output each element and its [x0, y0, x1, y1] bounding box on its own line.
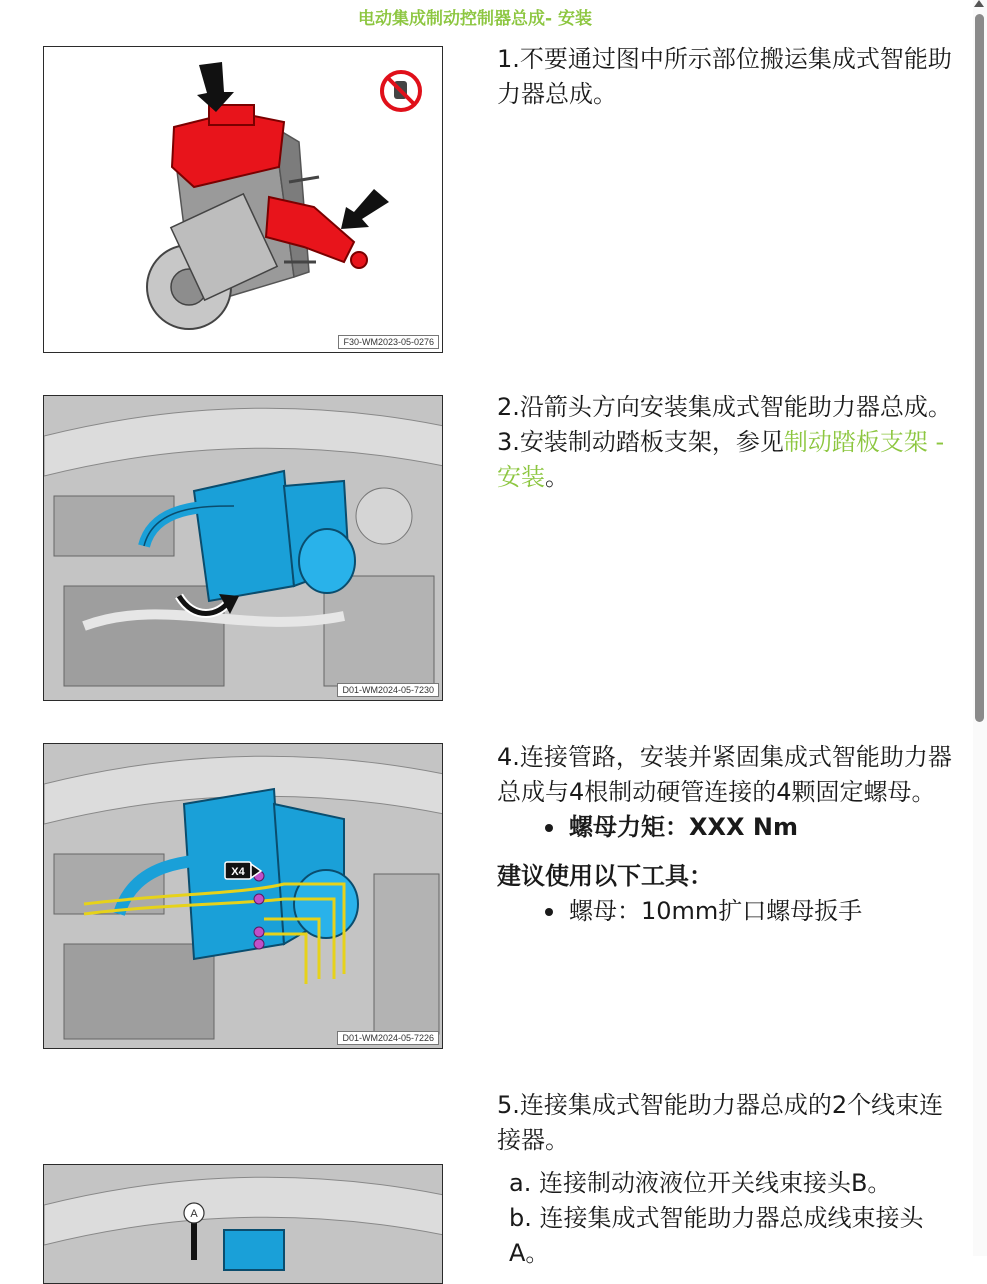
step-3-prefix: 3.安装制动踏板支架，参见 — [497, 428, 784, 456]
step-3-suffix: 。 — [545, 463, 569, 491]
tool-item: 螺母：10mm扩口螺母扳手 — [569, 897, 863, 925]
step-2-text: 2.沿箭头方向安装集成式智能助力器总成。 — [497, 393, 952, 421]
torque-spec: 螺母力矩：XXX Nm — [569, 813, 798, 841]
step-4 — [497, 740, 959, 929]
x4-label: X4 — [231, 866, 245, 878]
figure-brake-lines — [43, 743, 443, 1049]
torque-bullet — [545, 810, 959, 845]
figure-connectors — [43, 1164, 443, 1284]
brake-lines-illustration — [44, 744, 443, 1049]
step-5b: b. 连接集成式智能助力器总成线束接头A。 — [509, 1204, 924, 1267]
booster-illustration — [44, 47, 443, 353]
engine-bay-illustration — [44, 396, 443, 701]
tools-heading: 建议使用以下工具： — [497, 862, 713, 890]
step-2-3 — [497, 390, 959, 495]
figure-code: D01-WM2024-05-7230 — [337, 683, 439, 697]
figure-code: D01-WM2024-05-7226 — [337, 1031, 439, 1045]
callout-a: A — [190, 1208, 198, 1220]
figure-install-direction — [43, 395, 443, 701]
scrollbar-thumb[interactable] — [975, 14, 984, 722]
figure-code: F30-WM2023-05-0276 — [338, 335, 439, 349]
tool-bullet — [545, 894, 959, 929]
step-5a: a. 连接制动液液位开关线束接头B。 — [509, 1169, 892, 1197]
step-1-text: 1.不要通过图中所示部位搬运集成式智能助力器总成。 — [497, 45, 952, 108]
step-5 — [497, 1088, 959, 1271]
page-title: 电动集成制动控制器总成- 安装 — [358, 9, 592, 29]
connectors-illustration — [44, 1165, 443, 1284]
step-4-text: 4.连接管路，安装并紧固集成式智能助力器总成与4根制动硬管连接的4颗固定螺母。 — [497, 743, 952, 806]
scrollbar[interactable] — [973, 0, 987, 1256]
bullet-dot — [545, 908, 553, 916]
bullet-dot — [545, 824, 553, 832]
step-1 — [497, 42, 959, 112]
scroll-up-arrow-icon[interactable] — [974, 0, 984, 7]
figure-booster-no-lift — [43, 46, 443, 353]
step-3-text — [497, 425, 959, 495]
brake-pedal-bracket-link[interactable]: 制动踏板支架 - 安装 — [497, 428, 945, 491]
step-5-text: 5.连接集成式智能助力器总成的2个线束连接器。 — [497, 1091, 944, 1154]
